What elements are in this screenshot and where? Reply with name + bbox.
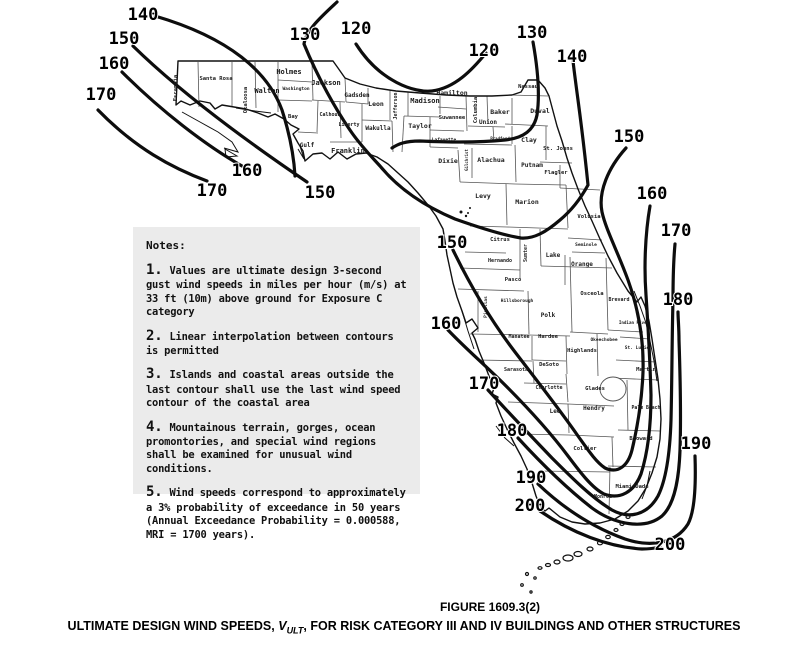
note-item-5: [146, 483, 409, 542]
florida-keys-islands: [521, 516, 630, 594]
contour-value-label: 180: [496, 421, 528, 441]
county-label: Dixie: [438, 157, 458, 165]
contour-value-label: 150: [304, 183, 336, 203]
county-label: Bradford: [490, 136, 510, 141]
county-label: Nassau: [518, 84, 538, 90]
county-label: Calhoun: [319, 112, 341, 118]
county-label: Putnam: [521, 162, 543, 169]
county-label: Martin: [636, 367, 656, 373]
figure-number-caption: FIGURE 1609.3(2): [439, 600, 541, 614]
contour-value-label: 160: [636, 184, 668, 204]
county-label: Suwannee: [438, 115, 466, 121]
caption-v-variable: V: [278, 619, 287, 633]
note-number: 3.: [146, 366, 163, 383]
county-label: Seminole: [575, 243, 597, 248]
caption-prefix: ULTIMATE DESIGN WIND SPEEDS,: [67, 619, 279, 633]
notes-header: Notes:: [146, 239, 186, 252]
contour-value-label: 140: [127, 5, 159, 25]
county-label: Broward: [629, 436, 653, 442]
note-item-3: [146, 365, 409, 410]
contour-value-label: 170: [196, 181, 228, 201]
county-label: Lee: [549, 408, 561, 415]
county-label: Hernando: [487, 258, 513, 264]
county-label: Osceola: [580, 291, 604, 297]
county-label: Bay: [288, 114, 298, 120]
county-label: Citrus: [490, 237, 510, 243]
county-label: Palm Beach: [631, 406, 661, 411]
county-label: St. Lucie: [624, 346, 650, 351]
county-label: St. Johns: [543, 146, 573, 152]
county-label: Lake: [545, 252, 561, 259]
contour-170-west: [98, 110, 207, 181]
county-label: Manatee: [508, 334, 530, 340]
county-label: Franklin: [331, 147, 365, 155]
county-label: Holmes: [276, 68, 302, 76]
county-label: Indian River: [618, 320, 650, 325]
county-label: Marion: [515, 198, 539, 206]
contour-value-label: 200: [514, 496, 546, 516]
contour-value-label: 140: [556, 47, 588, 67]
county-label: DeSoto: [539, 362, 559, 368]
county-label: Orange: [571, 261, 593, 268]
note-text: Linear interpolation between contours is permitted: [146, 330, 394, 357]
contour-value-label: 150: [613, 127, 645, 147]
county-label: Pinellas: [484, 296, 489, 318]
county-label: Highlands: [567, 348, 597, 354]
county-label: Flagler: [544, 170, 568, 176]
county-label: Sarasota: [503, 367, 529, 373]
notes-box: [133, 227, 420, 541]
contour-120: [356, 44, 486, 91]
contour-value-label: 160: [430, 314, 462, 334]
county-label: Madison: [410, 97, 440, 105]
contour-value-label: 190: [680, 434, 712, 454]
contour-value-label: 190: [515, 468, 547, 488]
county-label: Pasco: [504, 277, 522, 283]
county-label: Gilchrist: [464, 149, 469, 171]
note-text: Islands and coastal areas outside the last contour shall use the last wind speed contour of the coastal area: [146, 369, 401, 410]
cedar-key-islands: [460, 207, 472, 217]
note-item-1: [146, 261, 409, 320]
contour-value-label: 200: [654, 535, 686, 555]
note-number: 5.: [146, 484, 163, 501]
note-item-2: [146, 327, 409, 359]
county-label: Clay: [521, 136, 537, 144]
county-label: Miami/Dade: [615, 484, 649, 490]
contour-150-west: [133, 46, 310, 182]
county-label: Columbia: [473, 96, 479, 124]
contour-value-label: 150: [108, 29, 140, 49]
county-label: Wakulla: [365, 125, 391, 132]
contour-value-label: 170: [468, 374, 500, 394]
county-label: Lafayette: [431, 138, 457, 143]
county-label: Glades: [585, 386, 605, 392]
note-text: Mountainous terrain, gorges, ocean promontories, and special wind regions shall be examined for unusual wind conditions.: [146, 421, 377, 475]
county-label: Washington: [282, 87, 310, 92]
contour-value-label: 130: [289, 25, 321, 45]
contour-value-label: 160: [231, 161, 263, 181]
contour-value-label: 150: [436, 233, 468, 253]
county-label: Alachua: [477, 156, 505, 164]
county-label: Collier: [573, 446, 597, 452]
county-label: Okeechobee: [590, 338, 618, 343]
county-label: Santa Rosa: [199, 76, 233, 82]
county-label: Brevard: [608, 297, 630, 303]
county-label: Jackson: [311, 79, 341, 87]
contour-160-west: [122, 72, 242, 166]
county-label: Liberty: [338, 122, 360, 128]
county-label: Hendry: [583, 405, 605, 412]
county-label: Gadsden: [344, 92, 370, 99]
note-number: 1.: [146, 262, 163, 278]
note-text: Wind speeds correspond to approximately a 3% probability of exceedance in 50 years (Annual Exceedance Probability = 0.000588, MRI = 1700 years).: [146, 487, 406, 541]
county-label: Leon: [368, 100, 384, 108]
county-label: Levy: [475, 192, 491, 200]
figure-title-caption: [0, 619, 808, 636]
county-label: Walton: [254, 87, 280, 95]
caption-v-subscript: ULT: [286, 625, 304, 636]
note-number: 4.: [146, 418, 163, 435]
county-label: Hamilton: [436, 89, 468, 97]
note-number: 2.: [146, 327, 163, 344]
contour-value-label: 120: [340, 19, 372, 39]
county-label: Hardee: [538, 334, 558, 340]
county-label: Taylor: [408, 122, 432, 130]
county-label: Sumter: [523, 243, 529, 263]
county-label: Polk: [540, 312, 556, 319]
contour-value-label: 170: [660, 221, 692, 241]
contour-value-label: 180: [662, 290, 694, 310]
county-label: Escambia: [173, 74, 179, 102]
note-text: Values are ultimate design 3-second gust wind speeds in miles per hour (m/s) at 33 ft (10m) above ground for Exposure C category: [146, 265, 407, 319]
county-label: Gulf: [299, 142, 315, 149]
county-label: Baker: [490, 108, 510, 116]
county-label: Charlotte: [535, 385, 563, 391]
contour-value-label: 120: [468, 41, 500, 61]
county-label: Union: [478, 119, 498, 126]
county-label: Duval: [530, 107, 550, 115]
contour-value-label: 130: [516, 23, 548, 43]
county-label: Monroe: [593, 494, 613, 500]
county-label: Volusia: [577, 214, 601, 220]
caption-suffix: , FOR RISK CATEGORY III AND IV BUILDINGS AND OTHER STRUCTURES: [303, 619, 741, 633]
county-label: Okaloosa: [243, 86, 249, 114]
contour-value-label: 170: [85, 85, 117, 105]
county-label: Jefferson: [393, 92, 399, 120]
county-label: Hillsborough: [500, 299, 534, 304]
contour-value-label: 160: [98, 54, 130, 74]
note-item-4: [146, 418, 409, 477]
